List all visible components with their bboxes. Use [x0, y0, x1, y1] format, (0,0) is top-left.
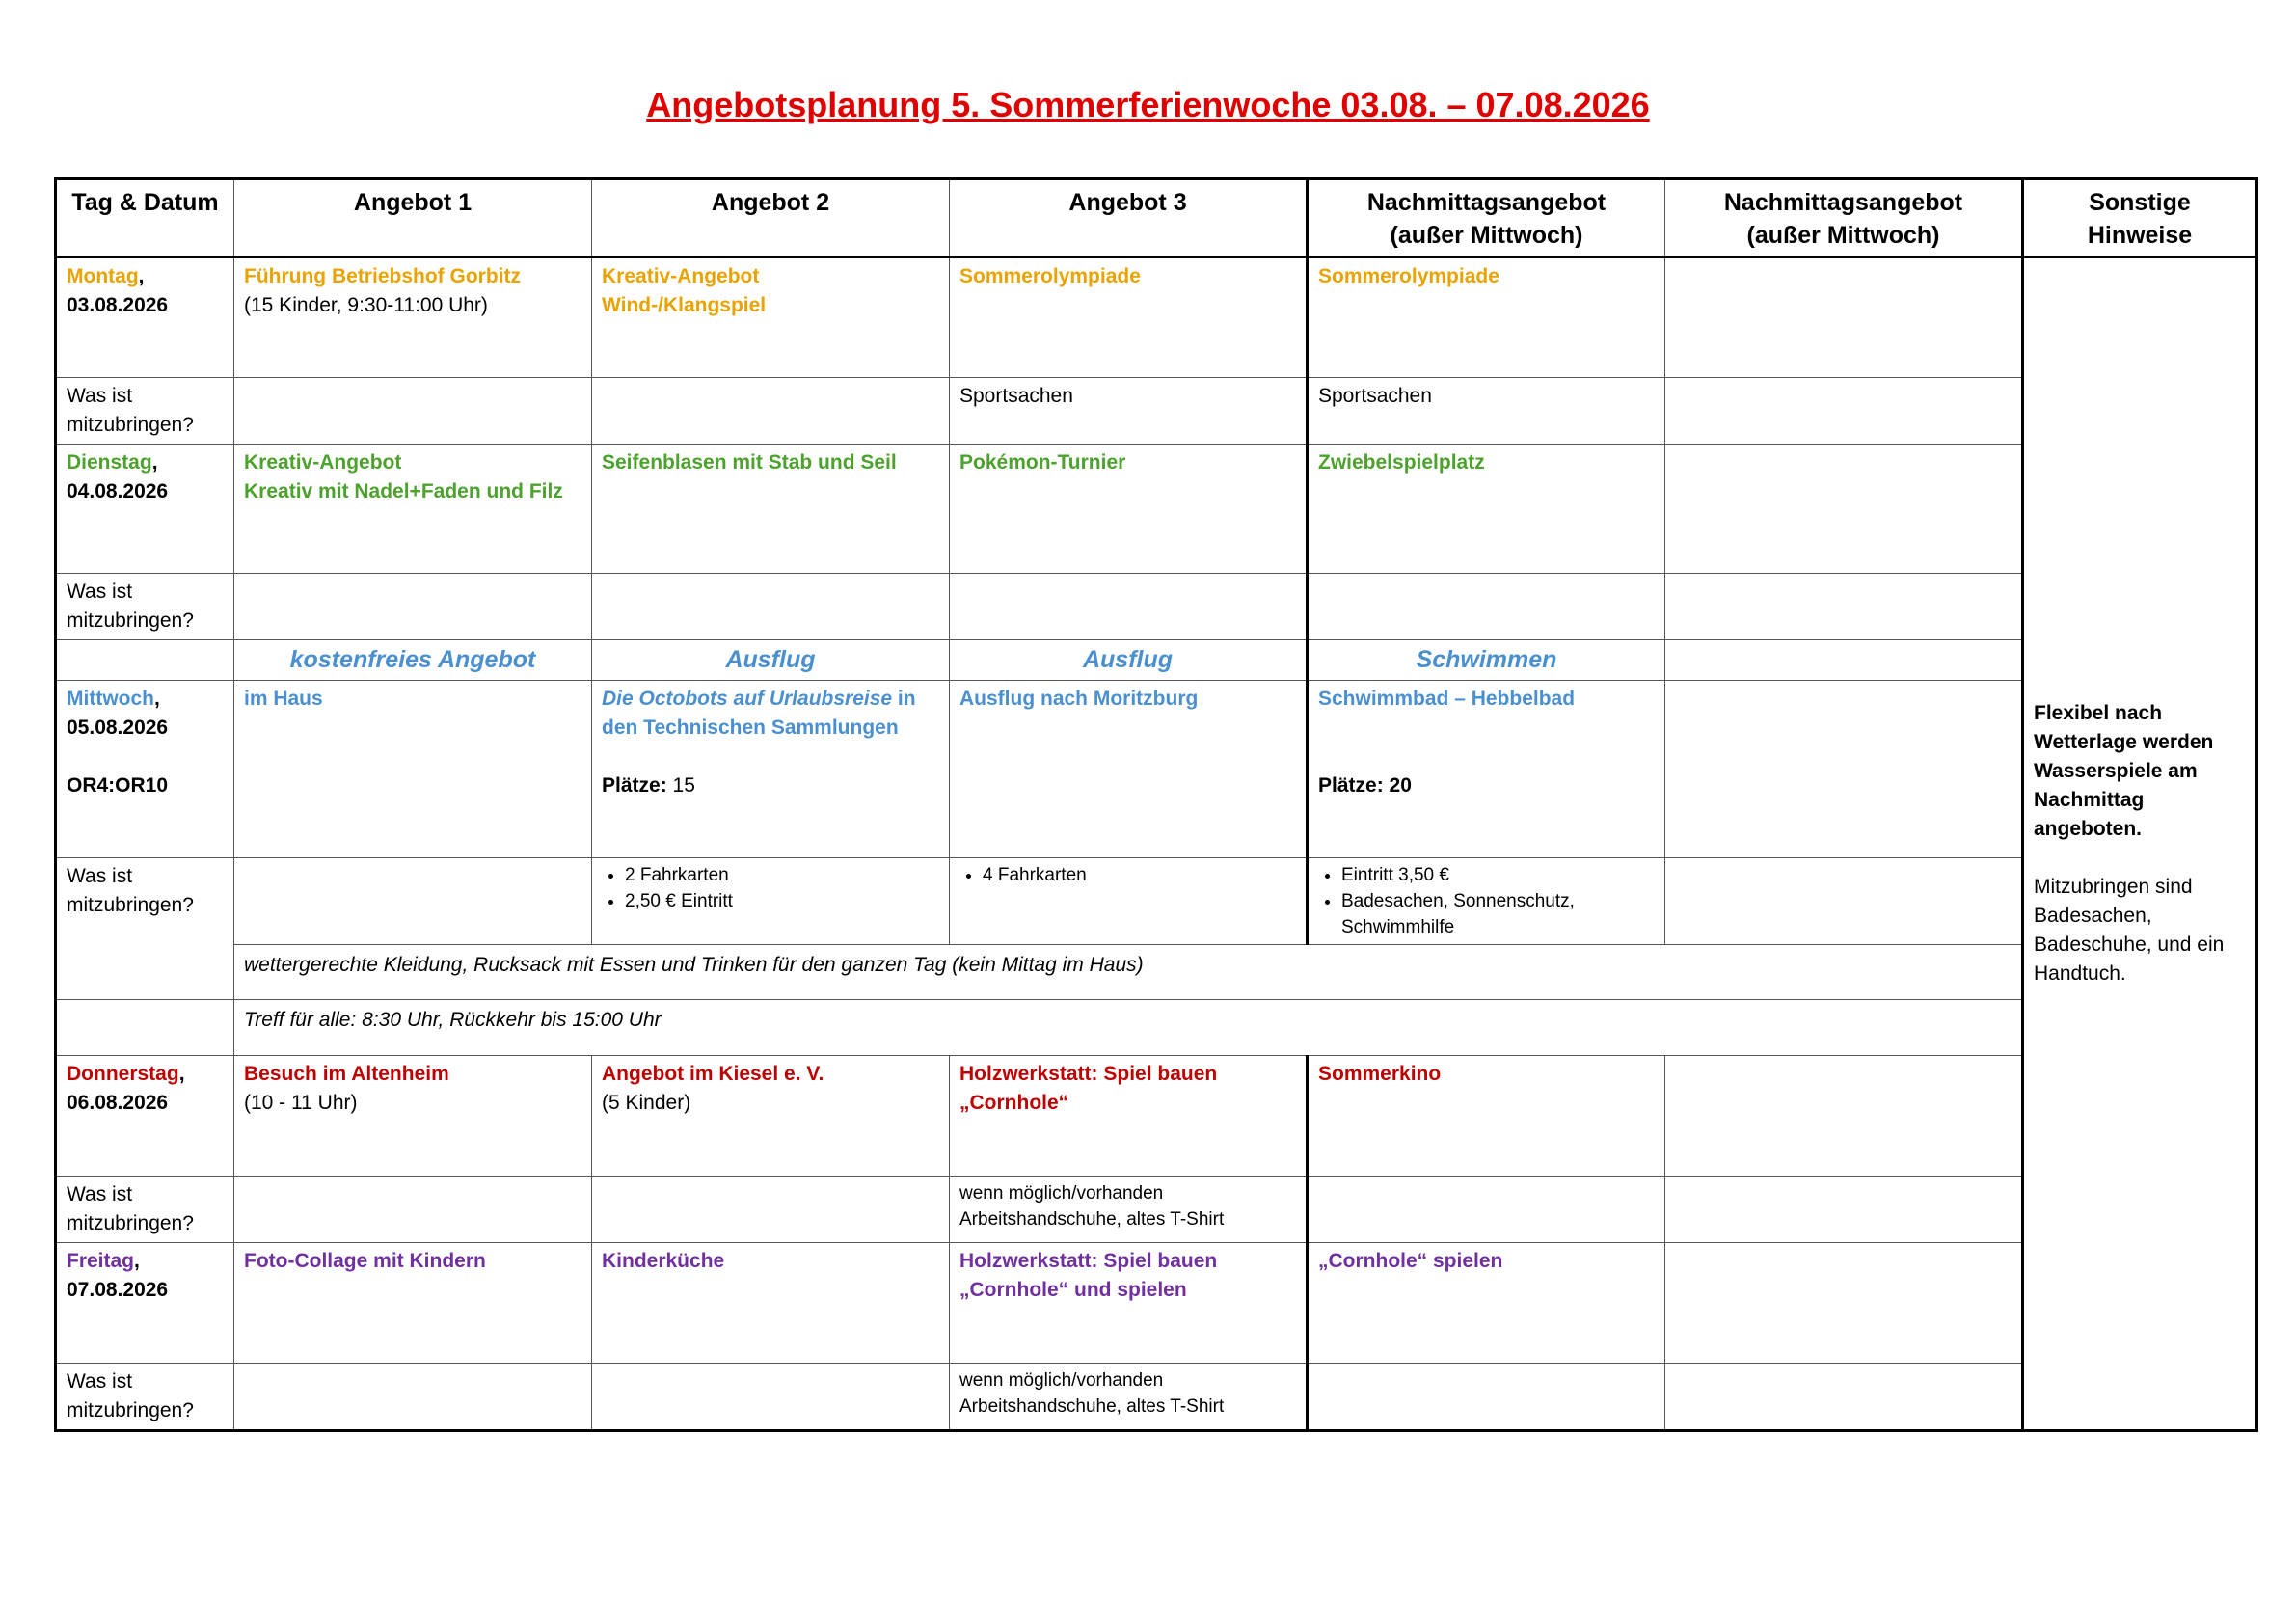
wednesday-a2: [592, 681, 950, 858]
tuesday-date-cell: Dienstag, 04.08.2026: [56, 445, 234, 574]
wednesday-date: 05.08.2026: [67, 717, 169, 739]
thursday-date-cell: Donnerstag, 06.08.2026: [56, 1056, 234, 1177]
header-nachmittag-2-line2: (außer Mittwoch): [1746, 222, 1940, 249]
friday-bring-a3-line2: Arbeitshandschuhe, altes T-Shirt: [959, 1396, 1225, 1417]
thursday-a2: [592, 1056, 950, 1177]
wednesday-n1-title: Schwimmbad – Hebbelbad: [1318, 688, 1576, 710]
thursday-n1: [1308, 1056, 1665, 1177]
thursday-date: 06.08.2026: [67, 1092, 169, 1114]
monday-bring-a1: [234, 378, 592, 445]
thursday-bring-label: [56, 1177, 234, 1243]
friday-a1: [234, 1243, 592, 1364]
tuesday-a2-title: Seifenblasen mit Stab und Seil: [602, 451, 897, 474]
wednesday-bring-n2: [1665, 858, 2023, 945]
tuesday-row: [56, 445, 2257, 574]
wednesday-a2-rest1: in: [892, 688, 916, 710]
friday-bring-n1: [1308, 1364, 1665, 1431]
friday-bring-a3-line1: wenn möglich/vorhanden: [959, 1370, 1164, 1391]
header-row: [56, 179, 2257, 257]
friday-n1-title: „Cornhole“ spielen: [1318, 1250, 1503, 1272]
wednesday-meeting-empty: [56, 1000, 234, 1056]
friday-a3-line1: Holzwerkstatt: Spiel bauen: [959, 1250, 1218, 1272]
monday-a1-sub: (15 Kinder, 9:30-11:00 Uhr): [244, 294, 488, 316]
thursday-bring-a3: [950, 1177, 1308, 1243]
tuesday-a1: [234, 445, 592, 574]
friday-date: 07.08.2026: [67, 1279, 169, 1301]
tuesday-a1-line2: Kreativ mit Nadel+Faden und Filz: [244, 480, 563, 502]
monday-a3-title: Sommerolympiade: [959, 265, 1141, 287]
header-nachmittag-2-line1: Nachmittagsangebot: [1723, 189, 1963, 216]
thursday-a3-line1: Holzwerkstatt: Spiel bauen: [959, 1063, 1218, 1085]
wednesday-a2-places-label: Plätze:: [602, 774, 667, 797]
notes-cell: [2023, 257, 2257, 1431]
friday-n1: [1308, 1243, 1665, 1364]
monday-a1: [234, 257, 592, 378]
header-nachmittag-1-line2: (außer Mittwoch): [1390, 222, 1583, 249]
bring-label-2: mitzubringen?: [67, 609, 194, 632]
wednesday-category-n1: Schwimmen: [1308, 640, 1665, 681]
bring-label-1: Was ist: [67, 385, 133, 407]
tuesday-n1-title: Zwiebelspielplatz: [1318, 451, 1485, 474]
thursday-bring-a1: [234, 1177, 592, 1243]
thursday-a2-title: Angebot im Kiesel e. V.: [602, 1063, 824, 1085]
wednesday-a2-places: 15: [666, 774, 695, 797]
monday-bring-label: [56, 378, 234, 445]
schedule-table: [54, 177, 2258, 1432]
wednesday-a1: [234, 681, 592, 858]
header-tag-datum: Tag & Datum: [56, 179, 234, 257]
wednesday-bring-a1: [234, 858, 592, 945]
wednesday-a1-title: im Haus: [244, 688, 323, 710]
wednesday-clothing-row: [56, 945, 2257, 1000]
tuesday-bring-a1: [234, 574, 592, 640]
bring-label-1: Was ist: [67, 1183, 133, 1205]
tuesday-date: 04.08.2026: [67, 480, 169, 502]
tuesday-a3-title: Pokémon-Turnier: [959, 451, 1126, 474]
friday-a1-title: Foto-Collage mit Kindern: [244, 1250, 486, 1272]
wednesday-bring-a3-item-1: • 4 Fahrkarten: [983, 862, 1296, 888]
wednesday-a2-italic: Die Octobots auf Urlaubsreise: [602, 688, 893, 710]
wednesday-bring-row: [56, 858, 2257, 945]
monday-n1-title: Sommerolympiade: [1318, 265, 1499, 287]
wednesday-a3-title: Ausflug nach Moritzburg: [959, 688, 1199, 710]
wednesday-category-n2: [1665, 640, 2023, 681]
bring-label-2: mitzubringen?: [67, 1399, 194, 1421]
wednesday-n1: [1308, 681, 1665, 858]
tuesday-a1-line1: Kreativ-Angebot: [244, 451, 402, 474]
wednesday-category-a1: kostenfreies Angebot: [234, 640, 592, 681]
monday-n1: [1308, 257, 1665, 378]
page-title: Angebotsplanung 5. Sommerferienwoche 03.08. – 07.08.2026: [646, 85, 1650, 124]
wednesday-clothing-note: wettergerechte Kleidung, Rucksack mit Essen und Trinken für den ganzen Tag (kein Mittag im Haus): [234, 945, 2023, 1000]
wednesday-row: [56, 681, 2257, 858]
thursday-bring-a3-line1: wenn möglich/vorhanden: [959, 1183, 1164, 1204]
header-angebot-2: Angebot 2: [592, 179, 950, 257]
wednesday-date-cell: Mittwoch, 05.08.2026 OR4:OR10: [56, 681, 234, 858]
tuesday-n2: [1665, 445, 2023, 574]
header-angebot-3: Angebot 3: [950, 179, 1308, 257]
friday-n2: [1665, 1243, 2023, 1364]
wednesday-category-a3: Ausflug: [950, 640, 1308, 681]
bring-label-2: mitzubringen?: [67, 414, 194, 436]
header-nachmittag-2: [1665, 179, 2023, 257]
monday-a2-line2: Wind-/Klangspiel: [602, 294, 767, 316]
tuesday-a2: [592, 445, 950, 574]
friday-a2-title: Kinderküche: [602, 1250, 725, 1272]
notes-normal: Mitzubringen sind Badesachen, Badeschuhe, und ein Handtuch.: [2034, 876, 2225, 985]
tuesday-bring-a3: [950, 574, 1308, 640]
wednesday-bring-n1-item-2: • Badesachen, Sonnenschutz, Schwimmhilfe: [1341, 888, 1655, 940]
tuesday-day: Dienstag: [67, 451, 152, 474]
friday-bring-a1: [234, 1364, 592, 1431]
friday-a3: [950, 1243, 1308, 1364]
wednesday-a3: [950, 681, 1308, 858]
wednesday-code: OR4:OR10: [67, 774, 169, 797]
thursday-bring-a2: [592, 1177, 950, 1243]
friday-bring-a3: [950, 1364, 1308, 1431]
monday-date-cell: Montag, 03.08.2026: [56, 257, 234, 378]
tuesday-bring-n1: [1308, 574, 1665, 640]
monday-bring-n1: Sportsachen: [1308, 378, 1665, 445]
tuesday-bring-n2: [1665, 574, 2023, 640]
friday-a3-line2: „Cornhole“ und spielen: [959, 1279, 1187, 1301]
bring-label-1: Was ist: [67, 581, 133, 603]
wednesday-bring-label: [56, 858, 234, 1000]
wednesday-bring-a2: [592, 858, 950, 945]
friday-date-cell: Freitag, 07.08.2026: [56, 1243, 234, 1364]
friday-row: [56, 1243, 2257, 1364]
thursday-bring-n2: [1665, 1177, 2023, 1243]
tuesday-bring-label: [56, 574, 234, 640]
monday-bring-a2: [592, 378, 950, 445]
friday-bring-row: [56, 1364, 2257, 1431]
wednesday-bring-a3: [950, 858, 1308, 945]
friday-bring-label: [56, 1364, 234, 1431]
tuesday-bring-a2: [592, 574, 950, 640]
wednesday-bring-a2-item-2: • 2,50 € Eintritt: [625, 888, 939, 914]
wednesday-category-empty: [56, 640, 234, 681]
bring-label-2: mitzubringen?: [67, 1212, 194, 1234]
wednesday-category-row: [56, 640, 2257, 681]
wednesday-n1-places: Plätze: 20: [1318, 774, 1412, 797]
header-nachmittag-1: [1308, 179, 1665, 257]
wednesday-n2: [1665, 681, 2023, 858]
thursday-a1-sub: (10 - 11 Uhr): [244, 1092, 358, 1114]
monday-bring-n2: [1665, 378, 2023, 445]
thursday-a3: [950, 1056, 1308, 1177]
monday-a2: [592, 257, 950, 378]
monday-n2: [1665, 257, 2023, 378]
wednesday-bring-n1-item-1: • Eintritt 3,50 €: [1341, 862, 1655, 888]
monday-a3: [950, 257, 1308, 378]
monday-date: 03.08.2026: [67, 294, 169, 316]
wednesday-a2-rest2: den Technischen Sammlungen: [602, 717, 899, 739]
wednesday-day: Mittwoch: [67, 688, 154, 710]
wednesday-bring-n1: [1308, 858, 1665, 945]
monday-row: [56, 257, 2257, 378]
wednesday-bring-a2-item-1: • 2 Fahrkarten: [625, 862, 939, 888]
bring-label-2: mitzubringen?: [67, 894, 194, 916]
thursday-day: Donnerstag: [67, 1063, 179, 1085]
wednesday-meeting-note: Treff für alle: 8:30 Uhr, Rückkehr bis 15:00 Uhr: [234, 1000, 2023, 1056]
notes-bold: Flexibel nach Wetterlage werden Wasserspiele am Nachmittag angeboten.: [2034, 702, 2214, 840]
thursday-a3-line2: „Cornhole“: [959, 1092, 1069, 1114]
wednesday-meeting-row: [56, 1000, 2257, 1056]
tuesday-a3: [950, 445, 1308, 574]
thursday-bring-a3-line2: Arbeitshandschuhe, altes T-Shirt: [959, 1209, 1225, 1230]
monday-day: Montag: [67, 265, 139, 287]
bring-label-1: Was ist: [67, 1370, 133, 1393]
wednesday-category-a2: Ausflug: [592, 640, 950, 681]
thursday-a1-title: Besuch im Altenheim: [244, 1063, 449, 1085]
header-nachmittag-1-line1: Nachmittagsangebot: [1366, 189, 1607, 216]
friday-bring-a2: [592, 1364, 950, 1431]
friday-a2: [592, 1243, 950, 1364]
monday-a2-line1: Kreativ-Angebot: [602, 265, 760, 287]
monday-bring-row: [56, 378, 2257, 445]
header-sonstige: Sonstige Hinweise: [2023, 179, 2257, 257]
thursday-n2: [1665, 1056, 2023, 1177]
thursday-bring-row: [56, 1177, 2257, 1243]
bring-label-1: Was ist: [67, 865, 133, 887]
thursday-row: [56, 1056, 2257, 1177]
thursday-bring-n1: [1308, 1177, 1665, 1243]
tuesday-bring-row: [56, 574, 2257, 640]
header-angebot-1: Angebot 1: [234, 179, 592, 257]
tuesday-n1: [1308, 445, 1665, 574]
friday-day: Freitag: [67, 1250, 135, 1272]
monday-bring-a3: Sportsachen: [950, 378, 1308, 445]
thursday-n1-title: Sommerkino: [1318, 1063, 1442, 1085]
thursday-a1: [234, 1056, 592, 1177]
thursday-a2-sub: (5 Kinder): [602, 1092, 691, 1114]
monday-a1-title: Führung Betriebshof Gorbitz: [244, 265, 521, 287]
friday-bring-n2: [1665, 1364, 2023, 1431]
